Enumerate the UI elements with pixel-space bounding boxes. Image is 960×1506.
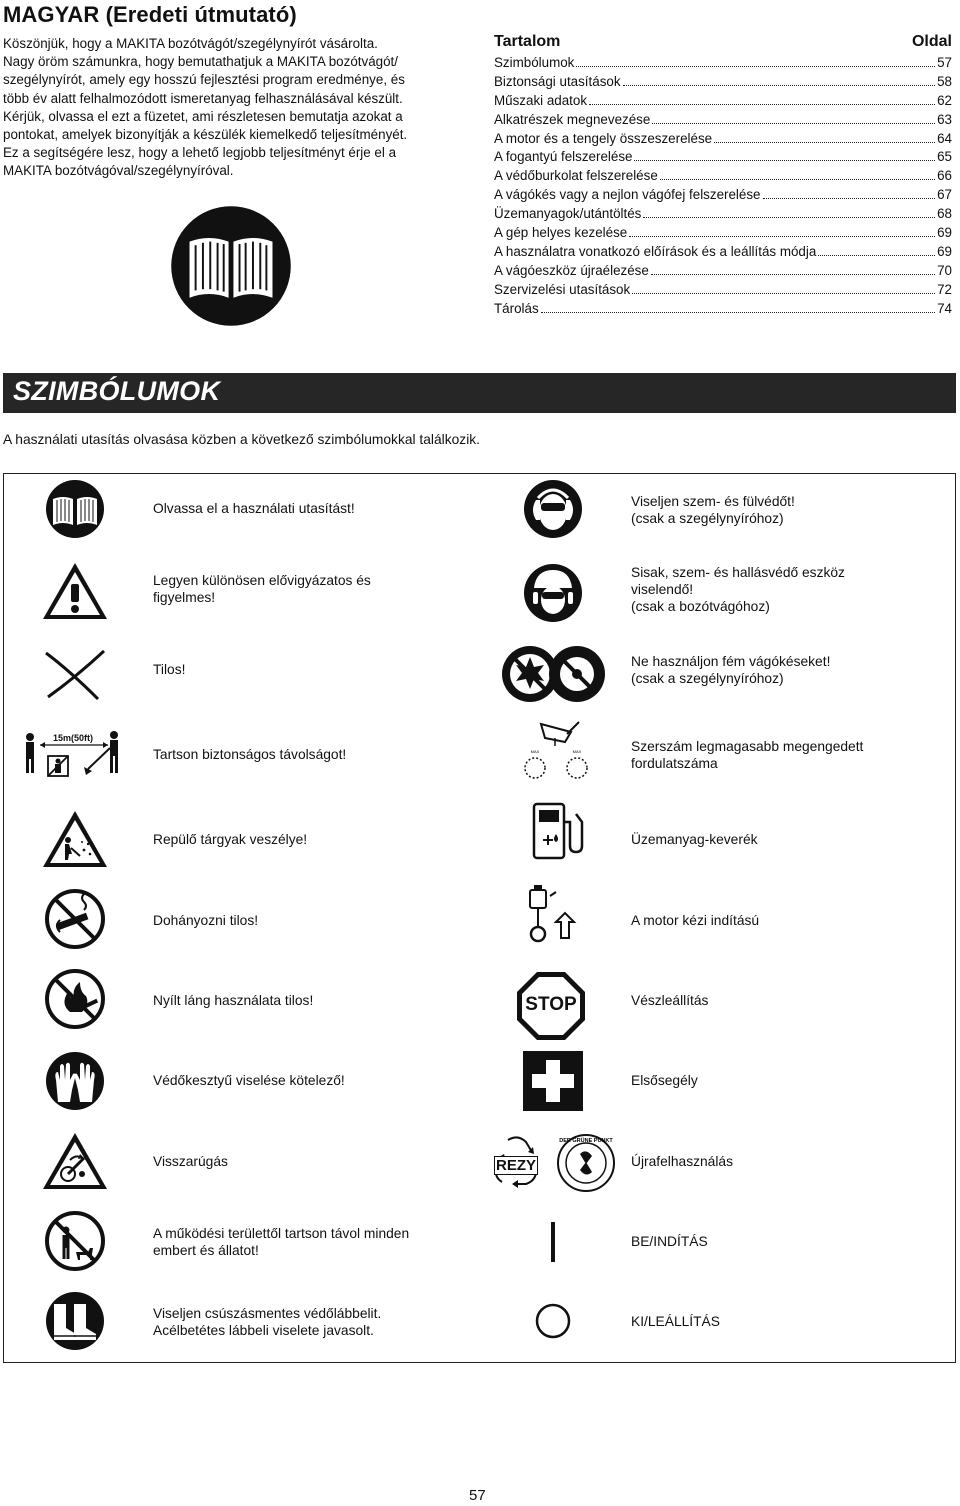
recycle-label: REZY <box>496 1157 537 1174</box>
toc-item-label: Tárolás <box>494 300 539 316</box>
toc-item-label: Biztonsági utasítások <box>494 73 621 89</box>
symbol-description <box>631 1313 720 1330</box>
symbol-text-line: BE/INDÍTÁS <box>631 1234 708 1249</box>
symbol-description <box>631 992 708 1009</box>
svg-text:MAX: MAX <box>572 749 582 754</box>
symbol-description <box>631 1072 698 1089</box>
toc-item[interactable] <box>494 187 952 206</box>
toc-item[interactable] <box>494 112 952 131</box>
symbol-text-line: Visszarúgás <box>153 1154 228 1169</box>
toc-item[interactable] <box>494 206 952 225</box>
toc-header <box>494 33 952 51</box>
toc-item-label: Szimbólumok <box>494 55 575 70</box>
toc-page-heading: Oldal <box>911 33 952 50</box>
symbol-text-line: Újrafelhasználás <box>631 1154 733 1169</box>
toc-item-page: 66 <box>937 168 952 184</box>
section-banner-title: SZIMBÓLUMOK <box>13 376 221 406</box>
first-aid-icon <box>518 1050 588 1112</box>
toc-item-label: Műszaki adatok <box>494 92 588 108</box>
symbol-text-line: Védőkesztyű viselése kötelező! <box>153 1073 345 1088</box>
toc-item[interactable] <box>494 149 952 168</box>
symbol-text-line: Szerszám legmagasabb megengedett <box>631 739 864 754</box>
symbol-description <box>631 564 845 615</box>
symbol-description <box>631 738 863 772</box>
kickback-icon <box>40 1130 110 1192</box>
toc-item-label: A fogantyú felszerelése <box>494 149 633 165</box>
no-smoking-icon <box>40 888 110 950</box>
symbol-text-line: Viseljen szem- és fülvédőt! <box>631 494 795 509</box>
eye-ear-protection-icon <box>518 478 588 540</box>
symbol-description <box>153 912 258 929</box>
toc-item-label: A motor és a tengely összeszerelése <box>494 130 713 146</box>
symbol-text-line: Legyen különösen elővigyázatos és <box>153 573 371 588</box>
symbol-description <box>631 831 758 848</box>
symbol-description <box>631 1153 733 1170</box>
fuel-mixture-icon <box>522 800 592 862</box>
intro-text <box>3 35 473 181</box>
toc-item-page: 65 <box>937 149 952 165</box>
toc-item-page: 70 <box>937 262 952 278</box>
toc-item[interactable] <box>494 168 952 187</box>
svg-text:DER GRÜNE PUNKT: DER GRÜNE PUNKT <box>559 1138 613 1144</box>
toc-item[interactable] <box>494 74 952 93</box>
symbol-description <box>153 831 307 848</box>
symbol-text-line: KI/LEÁLLÍTÁS <box>631 1314 720 1329</box>
symbol-text-line: viselendő! <box>631 582 694 597</box>
symbol-text-line: Viseljen csúszásmentes védőlábbelit. <box>153 1306 382 1321</box>
svg-text:MAX: MAX <box>530 749 540 754</box>
symbol-description <box>153 661 185 678</box>
intro-line: pontokat, amelyek bizonyítják a készülék kiemelkedő teljesítményét. <box>3 127 408 143</box>
symbol-text-line: Vészleállítás <box>631 993 709 1008</box>
toc-item-page: 69 <box>937 225 952 241</box>
distance-label: 15m(50ft) <box>53 733 94 743</box>
toc-item[interactable] <box>494 55 952 74</box>
intro-line: Köszönjük, hogy a MAKITA bozótvágót/szegélynyírót vásárolta. <box>3 36 378 51</box>
symbol-description <box>153 746 346 763</box>
symbol-text-line: Dohányozni tilos! <box>153 913 259 928</box>
section-subtitle: A használati utasítás olvasása közben a következő szimbólumokkal találkozik. <box>3 432 481 447</box>
symbol-text-line: fordulatszáma <box>631 756 718 771</box>
intro-line: Kérjük, olvassa el ezt a füzetet, ami részletesen bemutatja azokat a <box>3 108 403 124</box>
symbol-description <box>631 493 795 527</box>
stop-sign-icon <box>515 970 587 1042</box>
toc-item-label: A vágóeszköz újraélezése <box>494 262 649 278</box>
symbol-text-line: Repülő tárgyak veszélye! <box>153 832 308 847</box>
toc-item-page: 68 <box>937 206 952 222</box>
manual-start-icon <box>522 882 592 944</box>
symbol-description <box>153 500 355 517</box>
no-open-flame-icon <box>40 968 110 1030</box>
toc-item-page: 63 <box>937 111 952 127</box>
safe-distance-icon <box>18 723 130 781</box>
toc-item[interactable] <box>494 93 952 112</box>
symbol-description <box>153 572 371 606</box>
on-start-icon <box>518 1210 588 1272</box>
toc-item-page: 64 <box>937 130 952 146</box>
page-number: 57 <box>469 1487 486 1504</box>
section-banner <box>3 373 956 413</box>
symbol-text-line: embert és állatot! <box>153 1243 259 1258</box>
table-of-contents <box>494 55 952 319</box>
read-manual-large-icon <box>170 205 292 327</box>
symbol-text-line: Nyílt láng használata tilos! <box>153 993 314 1008</box>
intro-line: MAKITA bozótvágóval/szegélynyíróval. <box>3 163 234 179</box>
toc-item-page: 67 <box>937 187 952 203</box>
warning-triangle-icon <box>40 560 110 622</box>
symbol-description <box>153 1153 228 1170</box>
toc-item[interactable] <box>494 131 952 150</box>
symbol-text-line: A működési területtől tartson távol minden <box>153 1226 410 1241</box>
flying-objects-icon <box>40 808 110 870</box>
safety-boots-icon <box>40 1290 110 1352</box>
toc-item-label: A vágókés vagy a nejlon vágófej felszerelése <box>494 187 761 203</box>
symbol-text-line: Üzemanyag-keverék <box>631 832 758 847</box>
toc-item-label: Szervizelési utasítások <box>494 281 631 297</box>
toc-item-label: A védőburkolat felszerelése <box>494 168 658 184</box>
symbol-text-line: Acélbetétes lábbeli viselete javasolt. <box>153 1323 374 1338</box>
symbol-text-line: A motor kézi indítású <box>631 913 760 928</box>
symbol-description <box>631 653 830 687</box>
symbol-description <box>153 1225 409 1259</box>
symbol-description <box>631 1233 708 1250</box>
toc-item[interactable] <box>494 282 952 301</box>
toc-item-page: 57 <box>937 55 952 70</box>
symbol-text-line: Tartson biztonságos távolságot! <box>153 747 347 762</box>
intro-line: szegélynyírót, amely egy hosszú fejlesztési program eredménye, és <box>3 72 405 88</box>
max-tool-speed-icon <box>515 720 597 782</box>
toc-item-page: 62 <box>937 92 952 108</box>
symbol-text-line: (csak a szegélynyíróhoz) <box>631 511 784 526</box>
symbol-description <box>153 1305 381 1339</box>
symbol-text-line: Elsősegély <box>631 1073 698 1088</box>
symbol-text-line: Ne használjon fém vágókéseket! <box>631 654 831 669</box>
symbol-description <box>631 912 759 929</box>
intro-line: Ez a segítségére lesz, hogy a lehető legjobb teljesítményt érje el a <box>3 145 397 161</box>
stop-label: STOP <box>525 994 577 1015</box>
toc-item-label: Alkatrészek megnevezése <box>494 111 651 127</box>
toc-item-label: A gép helyes kezelése <box>494 225 628 241</box>
toc-item-label: A használatra vonatkozó előírások és a leállítás módja <box>494 243 817 259</box>
toc-item[interactable] <box>494 225 952 244</box>
prohibited-cross-icon <box>40 643 110 705</box>
symbol-text-line: Olvassa el a használati utasítást! <box>153 501 355 516</box>
no-metal-blades-icon <box>500 643 605 705</box>
toc-item[interactable] <box>494 263 952 282</box>
toc-heading: Tartalom <box>494 33 561 50</box>
keep-people-away-icon <box>40 1210 110 1272</box>
toc-item-page: 58 <box>937 73 952 89</box>
toc-item-page: 72 <box>937 281 952 297</box>
helmet-eye-ear-protection-icon <box>518 562 588 624</box>
read-manual-icon <box>40 478 110 540</box>
symbol-text-line: (csak a bozótvágóhoz) <box>631 599 770 614</box>
toc-item-page: 69 <box>937 243 952 259</box>
recycling-icon <box>488 1132 616 1194</box>
toc-item-label: Üzemanyagok/utántöltés <box>494 206 642 222</box>
symbol-text-line: figyelmes! <box>153 590 216 605</box>
toc-item-page: 74 <box>937 300 952 316</box>
protective-gloves-icon <box>40 1050 110 1112</box>
off-stop-icon <box>518 1290 588 1352</box>
symbol-text-line: Sisak, szem- és hallásvédő eszköz <box>631 565 845 580</box>
intro-line: Nagy öröm számunkra, hogy bemutathatjuk a MAKITA bozótvágót/ <box>3 54 398 70</box>
symbol-description <box>153 1072 345 1089</box>
symbol-text-line: Tilos! <box>153 662 186 677</box>
toc-item[interactable] <box>494 244 952 263</box>
symbol-description <box>153 992 313 1009</box>
page-title: MAGYAR (Eredeti útmutató) <box>3 2 297 27</box>
intro-line: több év alatt felhalmozódott ismeretanyag felhasználásával készült. <box>3 90 403 106</box>
symbol-text-line: (csak a szegélynyíróhoz) <box>631 671 784 686</box>
toc-item[interactable] <box>494 301 952 320</box>
